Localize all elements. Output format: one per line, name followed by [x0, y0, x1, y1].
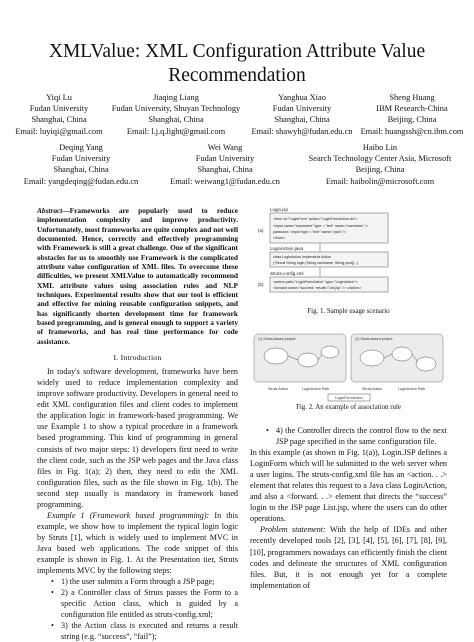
left-node-1	[264, 348, 288, 364]
author-affiliation: Fudan University	[195, 154, 255, 164]
author-name: Sheng Huang	[389, 93, 435, 102]
author-5	[18, 142, 144, 187]
label-a: (a)	[258, 228, 264, 233]
list-item: • 3) the Action class is executed and returns a result string (e.g. “success”, “fail”);	[61, 620, 238, 642]
author-affiliation: Search Technology Center Asia, Microsoft	[308, 154, 452, 164]
author-3	[247, 92, 357, 137]
list-item: • 1) the user submits a Form through a JSP page;	[61, 576, 238, 587]
example-text: In this example, we show how to implement the typical login logic by Struts [1], which is widely used to implement MVC in Java based web applications. The code snippet of this example is shown in Fig. 1. At the Presentation tier, Struts implements MVC by the following steps:	[37, 510, 238, 576]
abstract	[37, 206, 238, 346]
problem-statement-text: With the help of IDEs and other recently developed tools [2], [3], [4], [5], [6], [7], [8], [9], [10], programmers nowadays can efficiently finish the client codes and delineate the structures of XML configuration files. But, it is not enough yet for a complete implementation of	[250, 525, 447, 590]
code-line: { Result String login (String username, String pwd){...}	[273, 261, 359, 265]
code-line: <form id="LoginForm" action="LoginFormAction.do">	[273, 217, 358, 221]
left-column	[37, 206, 238, 642]
code-line: class LoginAction implements Action	[273, 255, 332, 259]
login-action-title: LoginAction.java	[270, 246, 304, 251]
paper-title: XMLValue: XML Configuration Attribute Value Recommendation	[48, 41, 426, 86]
node-label: LoginAction Path	[398, 387, 426, 391]
author-7	[300, 142, 460, 187]
right-node-2	[392, 347, 412, 361]
author-email: Email: luyiqi@gmail.com	[15, 126, 103, 136]
author-affiliation: Fudan University, Shuyan Technology	[111, 104, 241, 114]
author-email: Email: huangssh@cn.ibm.com	[360, 126, 464, 136]
code-line: <forward name="success" resultt="List.jsp" /> </action>	[273, 286, 362, 290]
author-location: Beijing, China	[387, 115, 437, 125]
problem-statement-label: Problem statement:	[260, 525, 326, 535]
node-label: Struts Action	[268, 387, 289, 391]
author-email: Email: haibolin@microsoft.com	[325, 176, 435, 186]
author-location: Beijing, China	[355, 165, 405, 175]
author-name: Jiaqing Liang	[153, 93, 199, 102]
node-label: LoginAction Path	[302, 387, 330, 391]
author-location: Shanghai, China	[197, 165, 253, 175]
author-name: Wei Wang	[207, 143, 243, 152]
left-node-3	[321, 346, 339, 358]
code-line: <input name="username" type = "text" name="username" />	[273, 224, 369, 228]
author-affiliation: Fudan University	[272, 104, 332, 114]
intro-paragraph-2	[37, 510, 238, 576]
abstract-text: —Frameworks are popularly used to reduce implementation complexity and improve productivity. Unfortunately, most frameworks are quite complex and not well documented. Hence, correctly and effectively programming with Framework is still a great challenge. One of the significant obstacles for us to smoothly use Framework is the complicated attribute value configuration of XML files. To overcome these difficulties, we present XMLValue to automatically recommend XML attribute values using association rules and NLP techniques. Experimental results show that our tool is efficient and effective for mining reusable configuration snippets, and has significantly shorten development time for framework based programming, and is general enough to support a variety of frameworks, and has real time performance for code assistance.	[37, 206, 238, 346]
intro-paragraph-1: In today's software development, frameworks have been widely used to reduce implementation complexity and improve software productivity. Developers in general need to edit XML configuration files and client codes to implement the application logic in framework-based programming. We use Example 1 to show a typical procedure in a framework based programming. This kind of programming in general consists of two major steps: 1) developers first need to write the client code, such as the JSP web pages and the Java class files in Fig. 1(a); 2) then, they need to edit the XML configuration files, such as the file shown in Fig. 1(b). The second step usually is mandatory in framework based programming.	[37, 367, 238, 509]
author-1	[12, 92, 106, 137]
right-node-1	[360, 350, 384, 366]
right-paragraph-2	[250, 524, 447, 590]
author-email: Email: yangdeqing@fudan.edu.cn	[23, 176, 139, 186]
author-4	[358, 92, 466, 137]
author-name: Haibo Lin	[362, 143, 398, 152]
author-location: Shanghai, China	[148, 115, 204, 125]
code-line: password: <input type = "text" name="pwd" />	[273, 230, 346, 234]
figure-1-caption: Fig. 1. Sample usage scenario	[307, 308, 390, 315]
author-affiliation: Fudan University	[29, 104, 89, 114]
code-line: <action path="LoginFormAction" type="LoginAction">	[273, 280, 358, 284]
right-column	[250, 425, 447, 591]
rule-label: LoginFormAction	[335, 396, 363, 400]
author-affiliation: Fudan University	[51, 154, 111, 164]
author-email: Email: l.j.q.light@gmail.com	[126, 126, 226, 136]
right-project-title: (2) Struts-based project	[355, 337, 393, 341]
figure-2-caption: Fig. 2. An example of association rule	[296, 404, 401, 411]
author-name: Yiqi Lu	[46, 93, 72, 102]
abstract-label: Abstract	[37, 206, 63, 215]
author-name: Deqing Yang	[59, 143, 103, 152]
steps-list	[37, 576, 238, 642]
list-item: • 2) a Controller class of Struts passes the Form to a specific Action class, which is guided by a configuration file entitled as struts-config.xml;	[61, 587, 238, 620]
author-6	[160, 142, 290, 187]
left-node-2	[298, 353, 318, 367]
author-email: Email: shawyh@fudan.edu.cn	[251, 126, 353, 136]
node-label: Struts Action	[362, 387, 383, 391]
figure-1	[250, 206, 447, 318]
figure-2	[250, 332, 447, 412]
author-location: Shanghai, China	[274, 115, 330, 125]
author-location: Shanghai, China	[53, 165, 109, 175]
section-heading-introduction: I. Introduction	[113, 353, 162, 363]
example-label: Example 1 (Framework based programming):	[47, 510, 210, 520]
struts-config-title: Struts-config.xml	[270, 271, 304, 276]
list-item: • 4) the Controller directs the control flow to the next JSP page specified in the same configuration file.	[276, 425, 447, 447]
figure-1-diagram	[250, 206, 447, 306]
figure-2-diagram	[250, 332, 447, 402]
author-email: Email: weiwang1@fudan.edu.cn	[170, 176, 280, 186]
left-project-title: (1) Struts-based project	[258, 337, 296, 341]
steps-list-cont	[250, 425, 447, 447]
author-name: Yanghua Xiao	[278, 93, 326, 102]
right-paragraph-1: In this example (as shown in Fig. 1(a)), Login.JSP defines a LoginForm which will be submitted to the web server when a user logins. The struts-config.xml file has an <action. . .> element that relates this request to a Java class LoginAction, and also a <forward. . .> element that directs the “success” login to the JSP page List.jsp, where the users can do other operations.	[250, 448, 447, 524]
label-b: (b)	[258, 282, 264, 287]
author-affiliation: IBM Research-China	[376, 104, 448, 114]
login-jsp-title: Login.jsp	[270, 207, 289, 212]
author-2	[106, 92, 246, 137]
right-node-3	[416, 357, 436, 371]
code-line: </form>	[273, 236, 286, 240]
author-location: Shanghai, China	[31, 115, 87, 125]
